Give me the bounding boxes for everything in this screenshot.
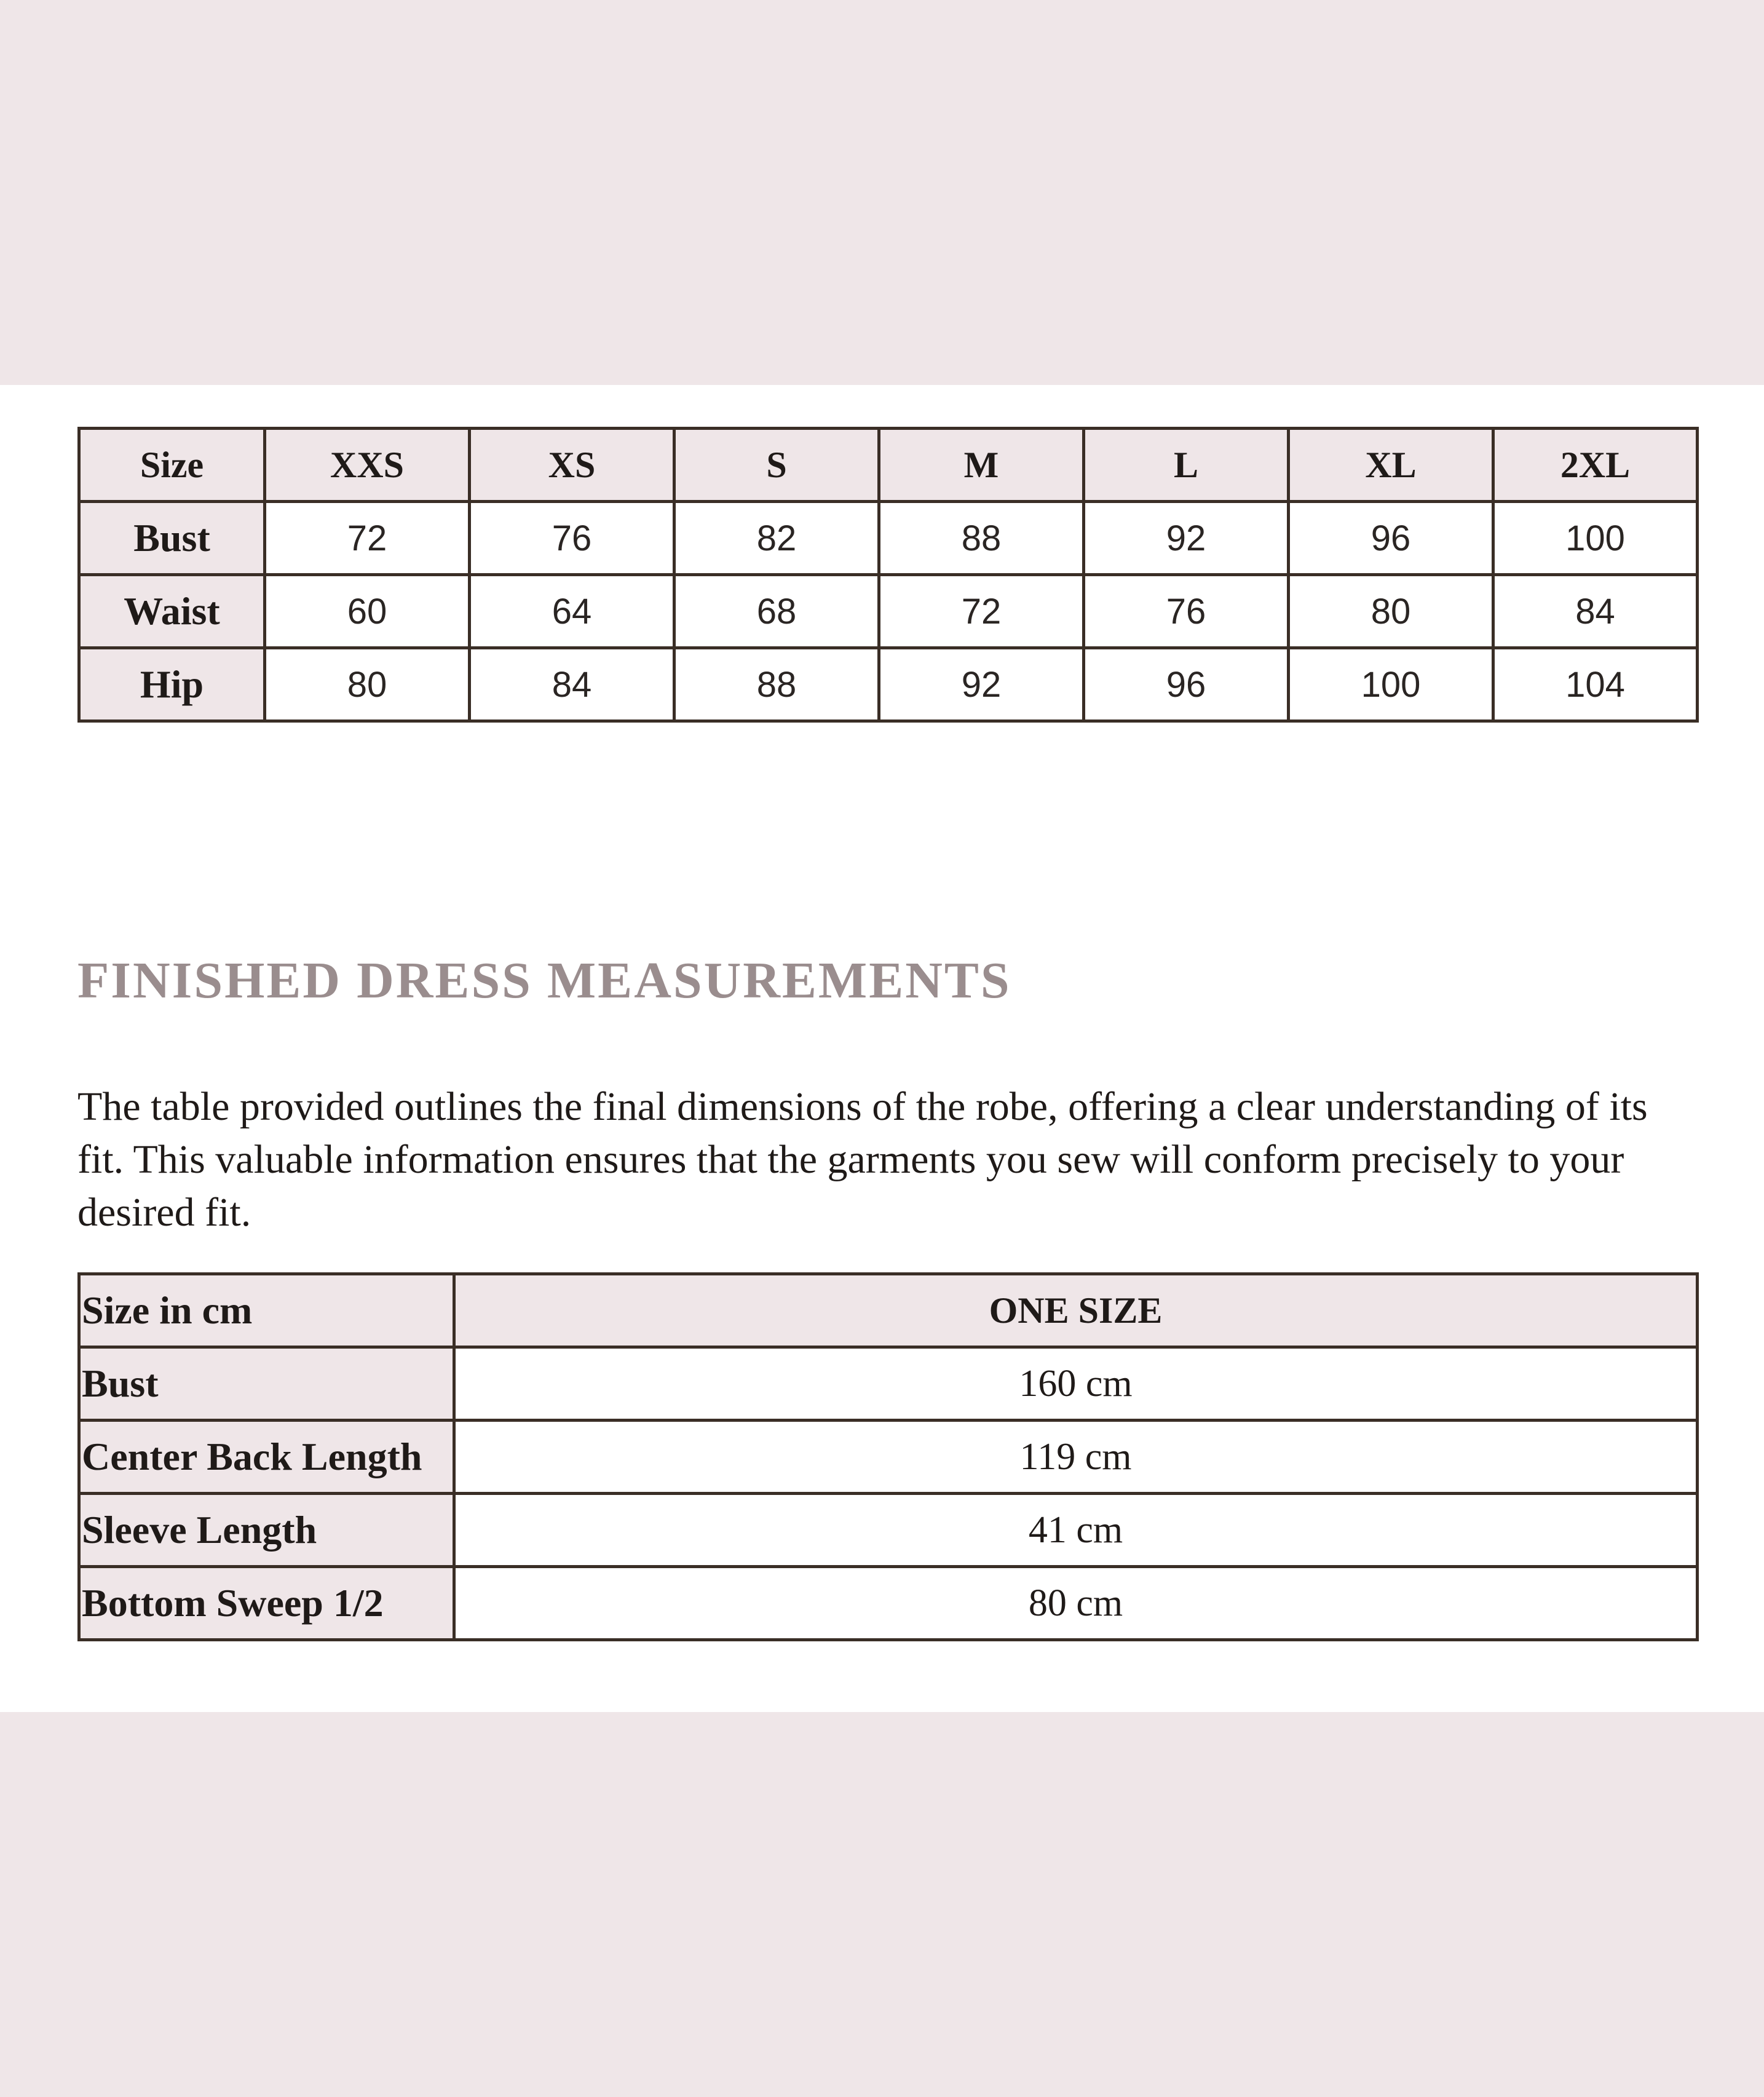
table-row (79, 1421, 1698, 1494)
size-column-header: S (674, 429, 879, 502)
table-cell: 160 cm (454, 1347, 1698, 1421)
row-label-bottom-sweep: Bottom Sweep 1/2 (79, 1567, 454, 1640)
size-column-header: XL (1289, 429, 1493, 502)
dress-measurements-table (77, 1272, 1699, 1641)
table-cell: 72 (265, 502, 470, 575)
table-cell: 72 (879, 575, 1084, 648)
table-row (79, 648, 1698, 721)
table-header-row (79, 429, 1698, 502)
row-label-waist: Waist (79, 575, 265, 648)
table-cell: 80 (265, 648, 470, 721)
table-cell: 92 (879, 648, 1084, 721)
table-header-row (79, 1274, 1698, 1347)
table-cell: 119 cm (454, 1421, 1698, 1494)
row-label-center-back-length: Center Back Length (79, 1421, 454, 1494)
row-label-sleeve-length: Sleeve Length (79, 1494, 454, 1567)
table-row (79, 1347, 1698, 1421)
table-cell: 82 (674, 502, 879, 575)
section-title: FINISHED DRESS MEASUREMENTS (77, 952, 1011, 1009)
table-cell: 80 cm (454, 1567, 1698, 1640)
table-cell: 64 (470, 575, 674, 648)
row-label-bust: Bust (79, 502, 265, 575)
table-cell: 96 (1289, 502, 1493, 575)
table-cell: 92 (1084, 502, 1289, 575)
intro-paragraph: The table provided outlines the final dimensions of the robe, offering a clear understanding of its fit. This valuable information ensures that the garments you sew will conform precisely to your desired fit. (77, 1084, 1648, 1235)
table-cell: 88 (879, 502, 1084, 575)
table-cell: 88 (674, 648, 879, 721)
table-cell: 96 (1084, 648, 1289, 721)
size-column-header: XS (470, 429, 674, 502)
table-cell: 76 (1084, 575, 1289, 648)
row-label-hip: Hip (79, 648, 265, 721)
document-sheet (0, 385, 1764, 1712)
one-size-header: ONE SIZE (454, 1274, 1698, 1347)
table-cell: 76 (470, 502, 674, 575)
table-cell: 84 (470, 648, 674, 721)
table-row (79, 1567, 1698, 1640)
table-cell: 100 (1289, 648, 1493, 721)
table-cell: 84 (1493, 575, 1698, 648)
size-column-header: L (1084, 429, 1289, 502)
table-cell: 80 (1289, 575, 1493, 648)
table-row (79, 575, 1698, 648)
table-cell: 68 (674, 575, 879, 648)
body-size-table (77, 427, 1699, 723)
size-column-header: 2XL (1493, 429, 1698, 502)
size-in-cm-header: Size in cm (79, 1274, 454, 1347)
table-cell: 100 (1493, 502, 1698, 575)
size-column-header: XXS (265, 429, 470, 502)
row-label-bust: Bust (79, 1347, 454, 1421)
size-header-cell: Size (79, 429, 265, 502)
size-column-header: M (879, 429, 1084, 502)
table-cell: 60 (265, 575, 470, 648)
table-cell: 104 (1493, 648, 1698, 721)
table-row (79, 502, 1698, 575)
table-row (79, 1494, 1698, 1567)
table-cell: 41 cm (454, 1494, 1698, 1567)
